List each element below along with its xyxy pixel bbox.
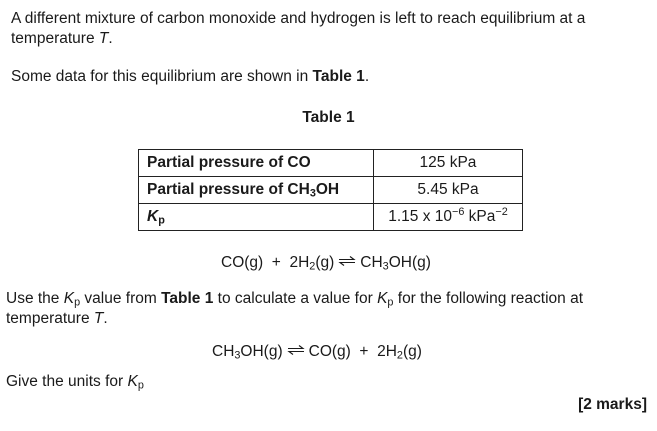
table-row [139,204,523,231]
equilibrium-arrow-icon [338,256,356,266]
eq1-right: CH [360,254,383,271]
row-value-ch3oh: 5.45 kPa [374,177,523,204]
kp-symbol: K [127,373,138,390]
eq2-left-end: OH(g) [240,343,283,360]
intro-line-2 [11,29,585,49]
instruction-text-d: for the following reaction at [393,290,584,307]
intro-line-1: A different mixture of carbon monoxide and hydrogen is left to reach equilibrium at a [11,10,586,27]
eq1-right-sub: 3 [382,260,389,273]
marks-label: [2 marks] [578,396,647,413]
kp-subscript: p [74,296,81,309]
table-row [139,177,523,204]
eq2-left-sub: 3 [234,349,241,362]
instruction-line-1 [6,289,583,309]
instruction-line-2 [6,309,583,329]
eq1-left-sub: 2 [309,260,316,273]
equation-forward [221,254,431,272]
kp-unit: kPa [464,208,496,225]
instruction-text-a: Use the [6,290,64,307]
some-data-text: Some data for this equilibrium are shown in [11,68,313,85]
eq2-right-end: (g) [402,343,422,360]
instruction-line-2-text: temperature [6,310,94,327]
units-prompt [6,373,144,391]
eq1-left: CO(g) + 2H [221,254,310,271]
instruction-text-b: value from [80,290,162,307]
row-value-kp [374,204,523,231]
eq1-right-end: OH(g) [388,254,431,271]
kp-exponent: −6 [452,206,465,219]
table-reference: Table 1 [312,68,365,85]
ch3oh-label-text: Partial pressure of CH [147,181,310,198]
kp-symbol: K [63,290,75,307]
table-reference: Table 1 [161,290,214,307]
eq2-right-sub: 2 [396,349,403,362]
row-label-co: Partial pressure of CO [139,150,374,177]
kp-subscript: p [137,379,144,392]
row-label-ch3oh [139,177,374,204]
instruction-text-c: to calculate a value for [213,290,378,307]
data-table [138,149,523,231]
units-prompt-text: Give the units for [6,373,128,390]
ch3oh-label-sub: 3 [309,187,316,200]
table-reference-sentence [11,68,369,86]
intro-paragraph [11,9,585,49]
intro-line-2-end: . [108,30,113,47]
instruction-paragraph [6,289,583,329]
kp-symbol: K [377,290,388,307]
eq1-left-end: (g) [315,254,335,271]
eq2-left: CH [212,343,235,360]
temperature-variable: T [93,310,104,327]
table-caption: Table 1 [302,109,355,126]
kp-subscript: p [387,296,394,309]
equilibrium-arrow-icon [287,345,305,355]
intro-line-2-text: temperature [11,30,99,47]
eq2-right: CO(g) + 2H [308,343,397,360]
some-data-end: . [364,68,370,85]
kp-unit-exponent: −2 [495,206,508,219]
kp-symbol: K [147,208,159,225]
kp-subscript: p [158,214,165,227]
table-row [139,150,523,177]
instruction-line-2-end: . [103,310,108,327]
row-value-co: 125 kPa [374,150,523,177]
temperature-variable: T [98,30,109,47]
equation-reverse [212,343,422,361]
row-label-kp [139,204,374,231]
kp-value: 1.15 x 10 [388,208,452,225]
ch3oh-label-end: OH [315,181,340,198]
